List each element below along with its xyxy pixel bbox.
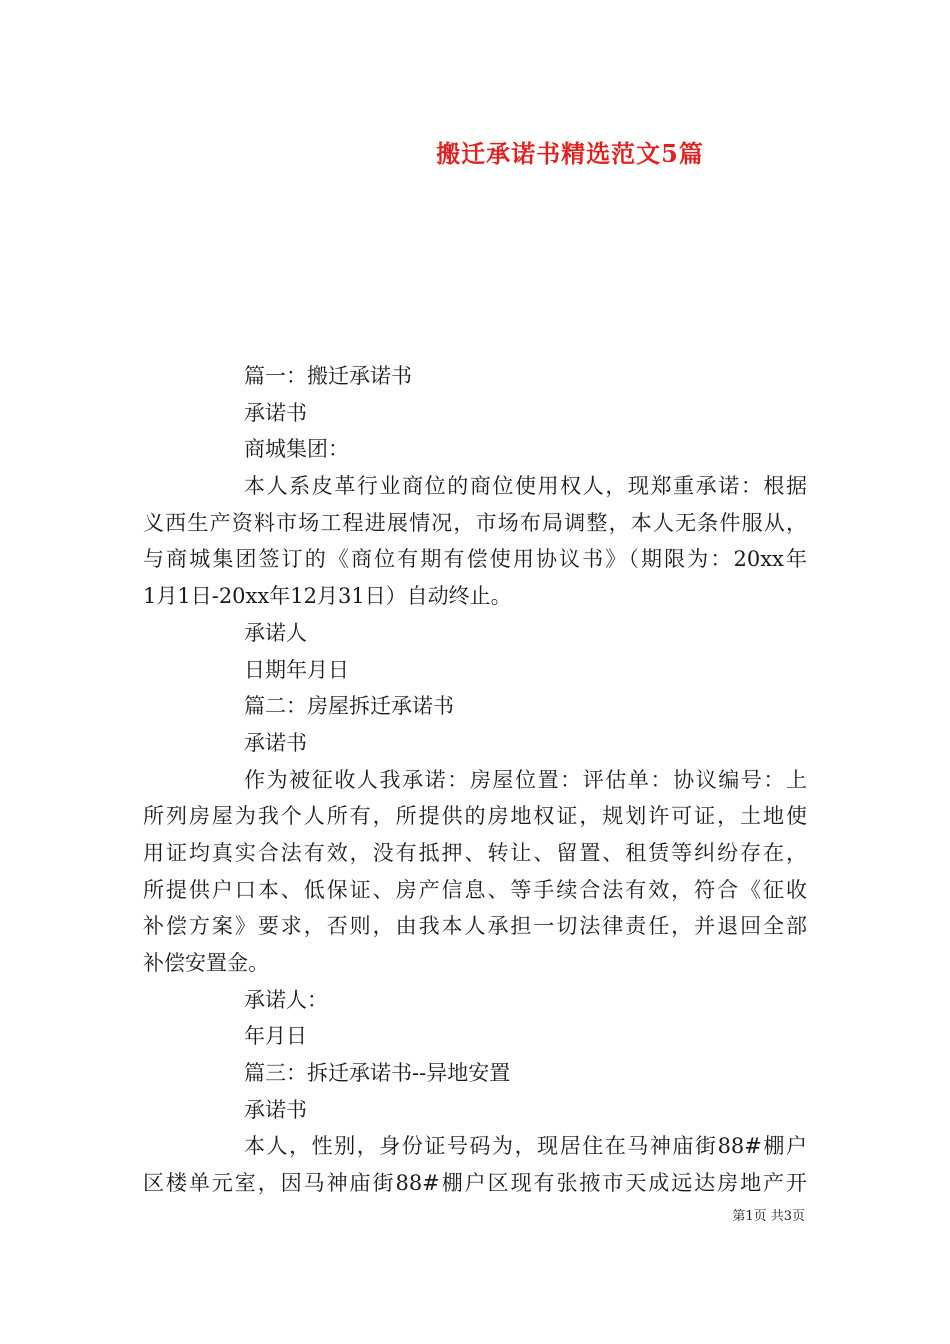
section-heading: 篇一：搬迁承诺书 — [244, 364, 412, 388]
page-number: 第1页 共3页 — [732, 1209, 805, 1224]
paragraph-line: 本人，性别，身份证号码为，现居住在马神庙街88#棚户 — [244, 1134, 807, 1159]
signature-label: 承诺人： — [244, 987, 328, 1012]
paragraph-line: 所列房屋为我个人所有，所提供的房地权证，规划许可证，土地使 — [143, 804, 807, 829]
paragraph-line: 用证均真实合法有效，没有抵押、转让、留置、租赁等纠纷存在， — [143, 840, 807, 865]
paragraph-line: 区楼单元室，因马神庙街88#棚户区现有张掖市天成远达房地产开 — [143, 1171, 807, 1196]
paragraph-line: 补偿方案》要求，否则，由我本人承担一切法律责任，并退回全部 — [143, 914, 807, 939]
section-heading: 篇二：房屋拆迁承诺书 — [244, 694, 454, 719]
document-title: 搬迁承诺书精选范文5篇 — [436, 139, 704, 168]
paragraph-line: 与商城集团签订的《商位有期有偿使用协议书》（期限为：20xx年 — [143, 547, 807, 572]
paragraph-line: 1月1日-20xx年12月31日）自动终止。 — [143, 584, 512, 609]
addressee: 商城集团： — [244, 437, 349, 462]
paragraph-line: 本人系皮革行业商位的商位使用权人，现郑重承诺：根据 — [244, 474, 807, 499]
date-label: 日期年月日 — [244, 657, 349, 682]
section-heading: 篇三：拆迁承诺书--异地安置 — [244, 1061, 511, 1086]
document-body — [143, 358, 807, 1202]
paragraph-line: 补偿安置金。 — [143, 951, 269, 975]
signature-label: 承诺人 — [244, 620, 307, 645]
paragraph-line: 所提供户口本、低保证、房产信息、等手续合法有效，符合《征收 — [143, 877, 807, 902]
paragraph-line: 义西生产资料市场工程进展情况，市场布局调整，本人无条件服从， — [143, 510, 807, 535]
date-label: 年月日 — [244, 1024, 307, 1049]
letter-title: 承诺书 — [244, 400, 307, 425]
letter-title: 承诺书 — [244, 730, 307, 755]
paragraph-line: 作为被征收人我承诺：房屋位置：评估单：协议编号：上 — [244, 767, 807, 792]
letter-title: 承诺书 — [244, 1097, 307, 1122]
